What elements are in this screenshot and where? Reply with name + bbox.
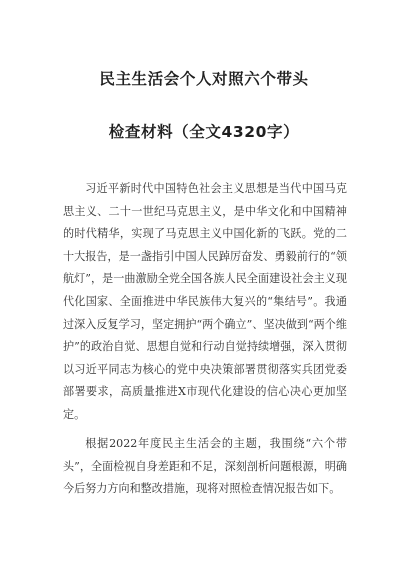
document-title-line-1: 民主生活会个人对照六个带头: [99, 70, 309, 88]
body-paragraph-2: 根据2022年度民主生活会的主题，我围绕“六个带头”，全面检视自身差距和不足，深刻剖析问题根源，明确今后努力方向和整改措施，现将对照检查情况报告如下。: [63, 437, 347, 496]
document-title-line-2: 检查材料（全文4320字）: [108, 123, 300, 141]
body-paragraph-1: 习近平新时代中国特色社会主义思想是当代中国马克思主义、二十一世纪马克思主义，是中华文化和中国精神的时代精华，实现了马克思主义中国化新的飞跃。党的二十大报告，是一盏指引中国人民踔厉奋发、勇毅前行的“领航灯”，是一曲激励全党全国各族人民全面建设社会主义现代化国家、全面推进中华民族伟大复兴的“集结号”。我通过深入反复学习，坚定拥护“两个确立”、坚决做到“两个维护”的政治自觉、思想自觉和行动自觉持续增强，深入贯彻以习近平同志为核心的党中央决策部署贯彻落实兵团党委部署要求，高质量推进X市现代化建设的信心决心更加坚定。: [63, 182, 347, 421]
